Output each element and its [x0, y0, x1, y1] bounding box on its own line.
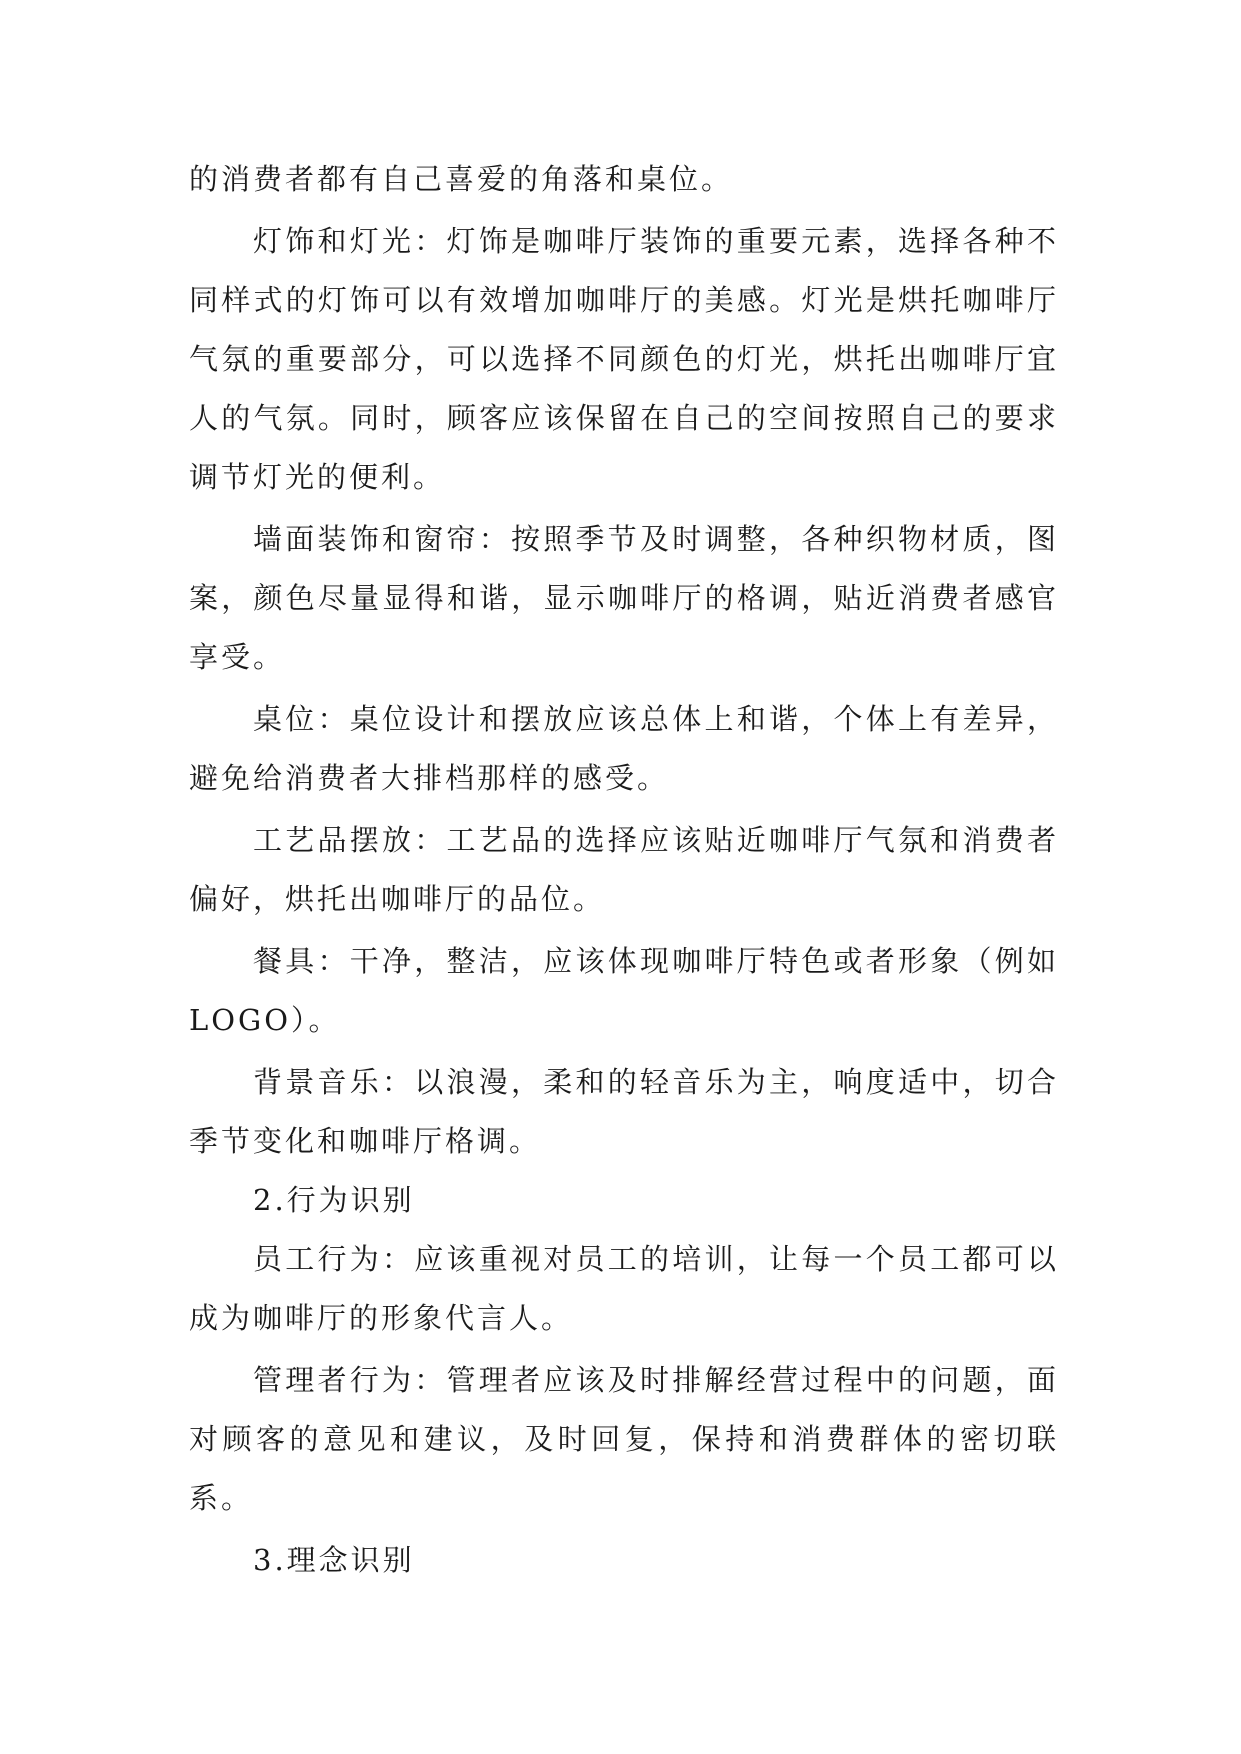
- paragraph-lighting: 灯饰和灯光：灯饰是咖啡厅装饰的重要元素，选择各种不同样式的灯饰可以有效增加咖啡厅的美感。灯光是烘托咖啡厅气氛的重要部分，可以选择不同颜色的灯光，烘托出咖啡厅宜人的气氛。同时，顾客应该保留在自己的空间按照自己的要求调节灯光的便利。: [189, 224, 1059, 494]
- paragraph-manager-behavior: 管理者行为：管理者应该及时排解经营过程中的问题，面对顾客的意见和建议，及时回复，保持和消费群体的密切联系。: [189, 1363, 1059, 1515]
- paragraph-seating: 桌位：桌位设计和摆放应该总体上和谐，个体上有差异，避免给消费者大排档那样的感受。: [189, 702, 1059, 795]
- section-heading-behavior: 2.行为识别: [253, 1183, 415, 1217]
- paragraph-tableware: 餐具：干净，整洁，应该体现咖啡厅特色或者形象（例如LOGO）。: [189, 944, 1059, 1037]
- paragraph-music: 背景音乐：以浪漫，柔和的轻音乐为主，响度适中，切合季节变化和咖啡厅格调。: [189, 1065, 1059, 1158]
- paragraph-wall-decor: 墙面装饰和窗帘：按照季节及时调整，各种织物材质，图案，颜色尽量显得和谐，显示咖啡厅的格调，贴近消费者感官享受。: [189, 522, 1059, 674]
- paragraph-staff-behavior: 员工行为：应该重视对员工的培训，让每一个员工都可以成为咖啡厅的形象代言人。: [189, 1242, 1059, 1335]
- section-heading-concept: 3.理念识别: [253, 1543, 415, 1577]
- paragraph-continuation: 的消费者都有自己喜爱的角落和桌位。: [189, 162, 734, 196]
- paragraph-crafts: 工艺品摆放：工艺品的选择应该贴近咖啡厅气氛和消费者偏好，烘托出咖啡厅的品位。: [189, 823, 1059, 916]
- document-body: [189, 150, 1059, 1590]
